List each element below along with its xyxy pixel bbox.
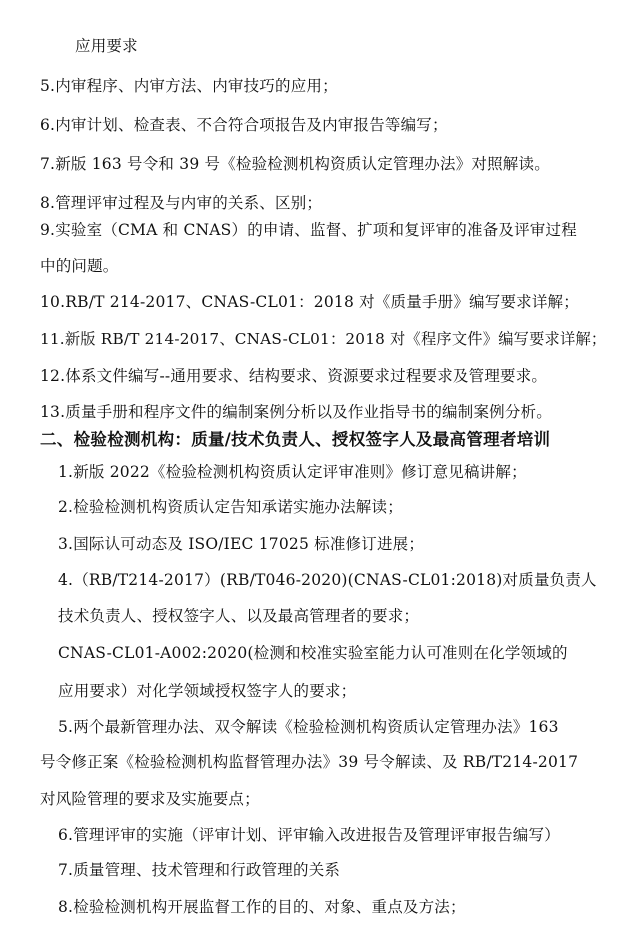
text-line: CNAS-CL01-A002:2020(检测和校准实验室能力认可准则在化学领域的 [58,644,568,662]
text-line: 技术负责人、授权签字人、以及最高管理者的要求； [58,607,420,625]
text-line: 3.国际认可动态及 ISO/IEC 17025 标准修订进展； [58,535,425,553]
text-line: 6.内审计划、检查表、不合符合项报告及内审报告等编写； [40,116,448,134]
text-line: 1.新版 2022《检验检测机构资质认定评审准则》修订意见稿讲解； [58,463,527,481]
text-line: 8.检验检测机构开展监督工作的目的、对象、重点及方法； [58,898,466,916]
text-line: 号令修正案《检验检测机构监督管理办法》39 号令解读、及 RB/T214-2017 [40,753,579,771]
text-line: 4.（RB/T214-2017）(RB/T046-2020)(CNAS-CL01:2018)对质量负责人 [58,571,597,589]
text-line: 7.新版 163 号令和 39 号《检验检测机构资质认定管理办法》对照解读。 [40,155,550,173]
text-line: 12.体系文件编写--通用要求、结构要求、资源要求过程要求及管理要求。 [40,367,548,385]
text-line: 9.实验室（CMA 和 CNAS）的申请、监督、扩项和复评审的准备及评审过程 [40,221,577,239]
text-line: 10.RB/T 214-2017、CNAS-CL01：2018 对《质量手册》编写要求详解； [40,293,579,311]
section-heading: 二、检验检测机构：质量/技术负责人、授权签字人及最高管理者培训 [40,430,551,449]
text-line: 应用要求）对化学领域授权签字人的要求； [58,682,357,700]
text-line: 5.两个最新管理办法、双令解读《检验检测机构资质认定管理办法》163 [58,718,559,736]
text-line: 中的问题。 [40,257,119,275]
text-line: 2.检验检测机构资质认定告知承诺实施办法解读； [58,498,403,516]
text-line: 13.质量手册和程序文件的编制案例分析以及作业指导书的编制案例分析。 [40,403,552,421]
text-line: 7.质量管理、技术管理和行政管理的关系 [58,861,341,879]
text-line: 5.内审程序、内审方法、内审技巧的应用； [40,77,338,95]
text-line: 11.新版 RB/T 214-2017、CNAS-CL01：2018 对《程序文件》编写要求详解； [40,330,607,348]
text-line: 6.管理评审的实施（评审计划、评审输入改进报告及管理评审报告编写） [58,826,560,844]
text-line: 应用要求 [75,37,138,55]
text-line: 8.管理评审过程及与内审的关系、区别； [40,194,323,212]
text-line: 对风险管理的要求及实施要点； [40,790,260,808]
